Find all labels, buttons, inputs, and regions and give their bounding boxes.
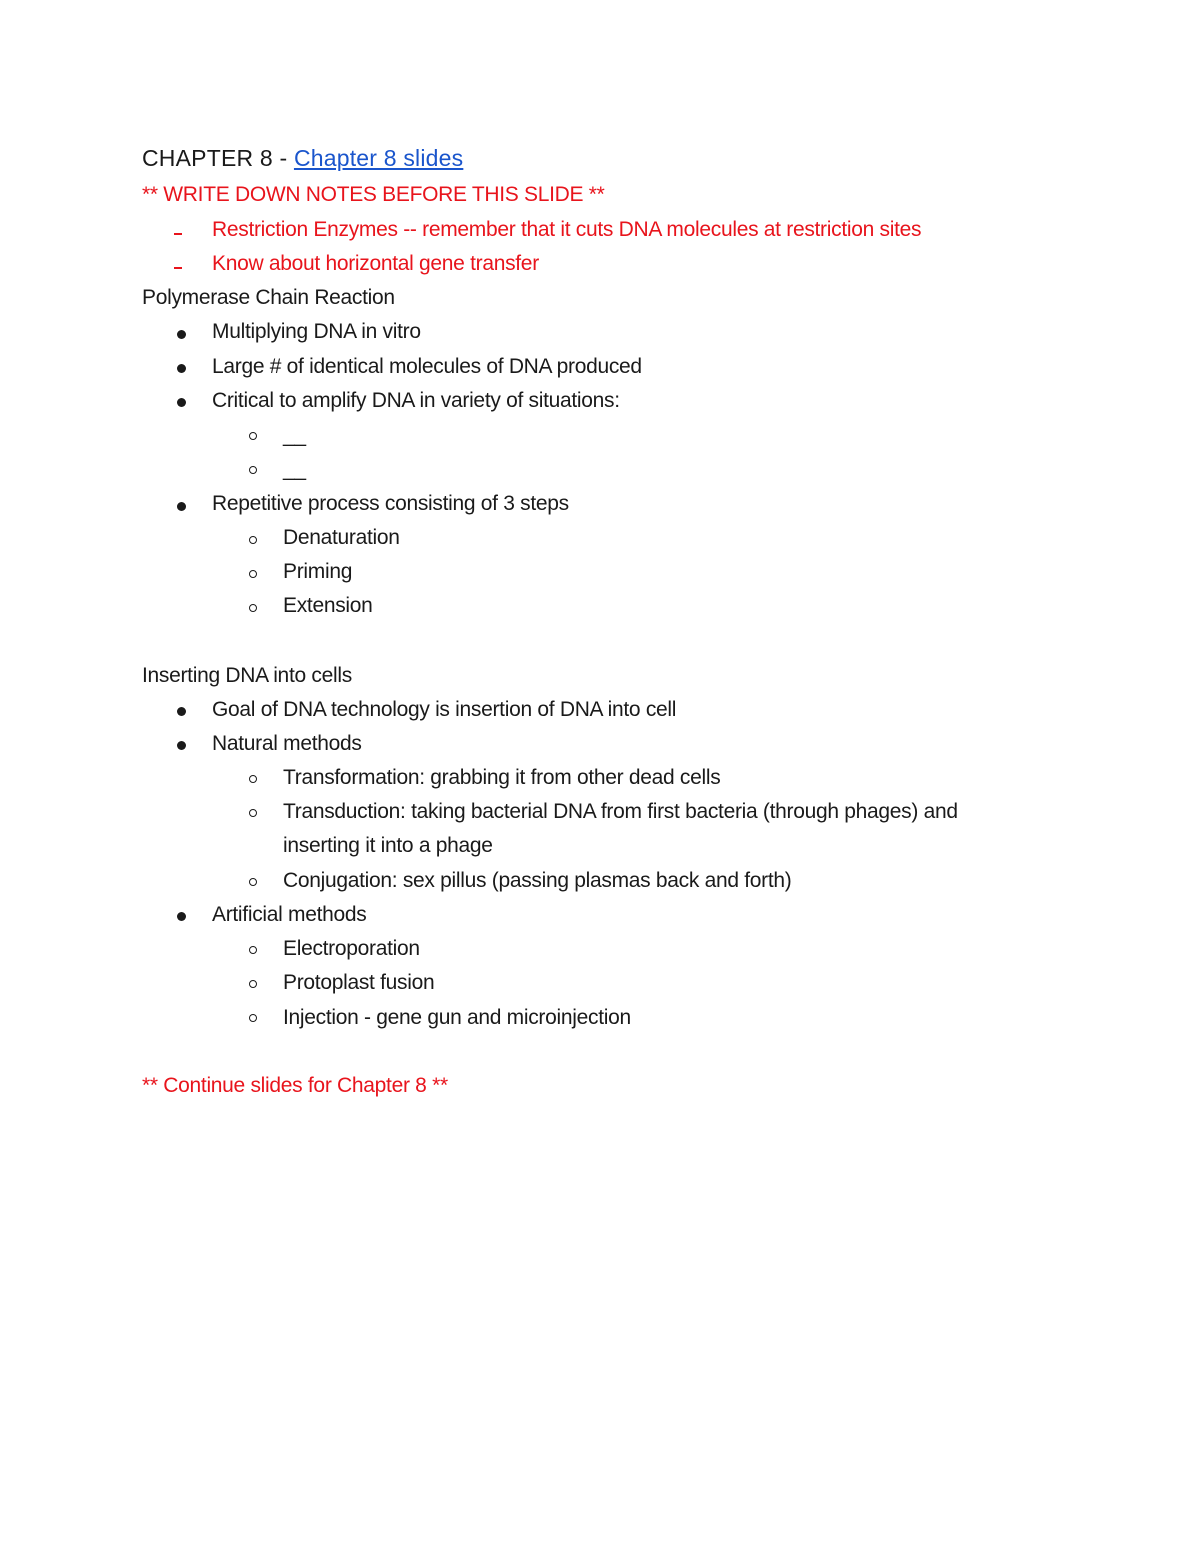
sub-list-item: __ [283,458,306,481]
bullet-dot [177,707,186,716]
continue-note: ** Continue slides for Chapter 8 ** [142,1074,448,1097]
bullet-circle [249,946,257,954]
sub-list-item: Transformation: grabbing it from other dead cells [283,766,721,789]
bullet-dot [177,912,186,921]
note-item: Know about horizontal gene transfer [212,252,539,275]
bullet-circle [249,536,257,544]
bullet-dot [177,330,186,339]
sub-list-item: Denaturation [283,526,400,549]
notes-warning: ** WRITE DOWN NOTES BEFORE THIS SLIDE ** [142,183,605,206]
list-item: Natural methods [212,732,362,755]
title-prefix: CHAPTER 8 - [142,145,294,171]
sub-list-item: __ [283,424,306,447]
sub-list-item-continued: inserting it into a phage [283,834,493,857]
sub-list-item: Priming [283,560,353,583]
pcr-heading: Polymerase Chain Reaction [142,286,395,309]
list-item: Critical to amplify DNA in variety of situations: [212,389,620,412]
sub-list-item: Electroporation [283,937,420,960]
sub-list-item: Injection - gene gun and microinjection [283,1006,631,1029]
bullet-circle [249,1014,257,1022]
list-item: Goal of DNA technology is insertion of DNA into cell [212,698,677,721]
list-item: Artificial methods [212,903,367,926]
bullet-dot [177,502,186,511]
sub-list-item: Transduction: taking bacterial DNA from first bacteria (through phages) and [283,800,958,823]
bullet-circle [249,432,257,440]
bullet-circle [249,878,257,886]
dash-bullet [174,267,182,269]
bullet-circle [249,570,257,578]
bullet-circle [249,604,257,612]
bullet-circle [249,466,257,474]
bullet-circle [249,980,257,988]
page-title [142,143,463,173]
bullet-circle [249,809,257,817]
sub-list-item: Conjugation: sex pillus (passing plasmas back and forth) [283,869,792,892]
note-item: Restriction Enzymes -- remember that it cuts DNA molecules at restriction sites [212,218,922,241]
bullet-dot [177,741,186,750]
list-item: Large # of identical molecules of DNA produced [212,355,642,378]
bullet-dot [177,364,186,373]
dash-bullet [174,233,182,235]
list-item: Multiplying DNA in vitro [212,320,421,343]
sub-list-item: Protoplast fusion [283,971,435,994]
bullet-dot [177,398,186,407]
chapter-slides-link[interactable]: Chapter 8 slides [293,145,464,171]
bullet-circle [249,775,257,783]
sub-list-item: Extension [283,594,373,617]
inserting-heading: Inserting DNA into cells [142,664,352,687]
list-item: Repetitive process consisting of 3 steps [212,492,569,515]
